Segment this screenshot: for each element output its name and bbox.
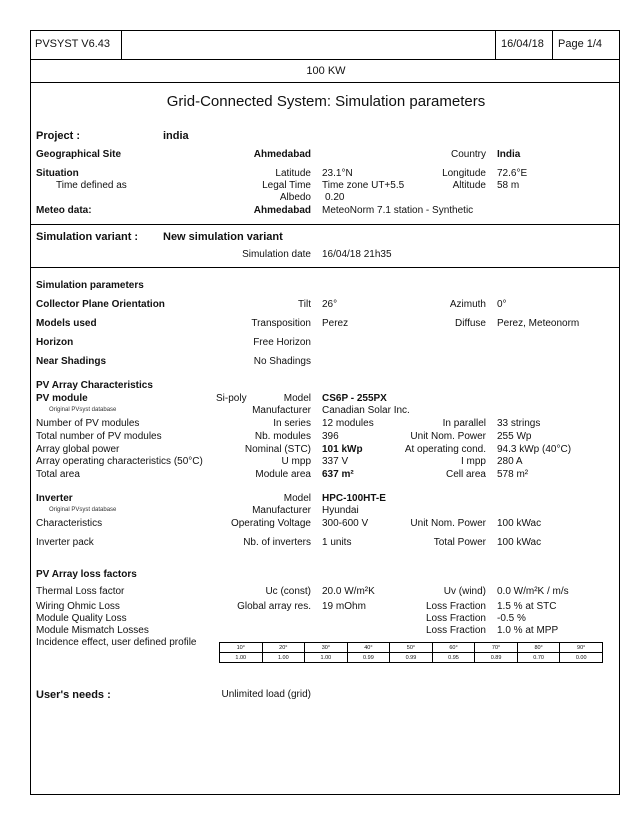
diffuse-label: Diffuse: [455, 318, 486, 329]
num-modules-label: Number of PV modules: [36, 418, 140, 429]
inverter-db-note: Original PVsyst database: [49, 507, 117, 513]
unit-power-value: 255 Wp: [497, 431, 532, 442]
inverter-char-label: Characteristics: [36, 518, 103, 529]
header-divider: [495, 31, 496, 59]
page-frame: [30, 30, 620, 795]
umpp-value: 337 V: [322, 456, 349, 467]
tilt-label: Tilt: [298, 299, 311, 310]
series-label: In series: [273, 418, 311, 429]
situation-label: Situation: [36, 168, 79, 179]
inverter-manufacturer-label: Manufacturer: [252, 505, 311, 516]
needs-label: User's needs :: [36, 689, 111, 701]
incidence-value: 0.95: [432, 653, 475, 663]
impp-label: I mpp: [460, 456, 486, 467]
horizon-label: Horizon: [36, 337, 74, 348]
inverter-label: Inverter: [36, 493, 73, 504]
albedo-label: Albedo: [279, 192, 311, 203]
mismatch-label: Module Mismatch Losses: [36, 625, 149, 636]
incidence-angle: 30°: [305, 643, 348, 653]
incidence-table: [219, 642, 603, 663]
wiring-frac-value: 1.5 % at STC: [497, 601, 557, 612]
inverter-unit-power-label: Unit Nom. Power: [410, 518, 486, 529]
module-area-label: Module area: [255, 469, 311, 480]
voltage-value: 300-600 V: [322, 518, 369, 529]
parallel-label: In parallel: [442, 418, 486, 429]
quality-label: Module Quality Loss: [36, 613, 127, 624]
nb-modules-label: Nb. modules: [254, 431, 311, 442]
azimuth-value: 0°: [497, 299, 507, 310]
incidence-value: 0.70: [517, 653, 560, 663]
inverter-manufacturer-value: Hyundai: [322, 505, 359, 516]
nb-modules-value: 396: [322, 431, 339, 442]
impp-value: 280 A: [497, 456, 523, 467]
country-value: India: [497, 149, 521, 160]
shadings-value: No Shadings: [253, 356, 311, 367]
header-divider: [121, 31, 122, 59]
inverter-pack-label: Inverter pack: [36, 537, 94, 548]
umpp-label: U mpp: [281, 456, 311, 467]
model-label: Model: [283, 393, 311, 404]
nb-inverters-value: 1 units: [322, 537, 352, 548]
shadings-label: Near Shadings: [36, 356, 107, 367]
nominal-label: Nominal (STC): [244, 444, 311, 455]
op-cond-value: 94.3 kWp (40°C): [497, 444, 572, 455]
azimuth-label: Azimuth: [449, 299, 486, 310]
total-modules-label: Total number of PV modules: [36, 431, 162, 442]
uc-label: Uc (const): [265, 586, 311, 597]
legal-time-label: Legal Time: [262, 180, 311, 191]
incidence-angle: 80°: [517, 643, 560, 653]
latitude-value: 23.1°N: [322, 168, 353, 179]
global-res-value: 19 mOhm: [322, 601, 366, 612]
tilt-value: 26°: [322, 299, 338, 310]
needs-value: Unlimited load (grid): [221, 689, 311, 700]
meteo-place: Ahmedabad: [253, 205, 311, 216]
page-title: Grid-Connected System: Simulation parameters: [166, 93, 486, 110]
divider: [31, 224, 619, 225]
mismatch-frac-value: 1.0 % at MPP: [497, 625, 559, 636]
models-label: Models used: [36, 318, 97, 329]
wiring-label: Wiring Ohmic Loss: [36, 601, 120, 612]
losses-heading: PV Array loss factors: [36, 569, 137, 580]
voltage-label: Operating Voltage: [230, 518, 311, 529]
time-label: Time defined as: [56, 180, 127, 191]
module-tech: Si-poly: [216, 393, 247, 404]
altitude-label: Altitude: [452, 180, 486, 191]
quality-frac-label: Loss Fraction: [425, 613, 486, 624]
transposition-label: Transposition: [251, 318, 311, 329]
manufacturer-value: Canadian Solar Inc.: [322, 405, 410, 416]
incidence-angle: 70°: [475, 643, 518, 653]
divider: [31, 82, 619, 83]
longitude-value: 72.6°E: [497, 168, 528, 179]
incidence-angle: 20°: [262, 643, 305, 653]
variant-value: New simulation variant: [163, 231, 283, 243]
incidence-value: 1.00: [220, 653, 263, 663]
manufacturer-label: Manufacturer: [252, 405, 311, 416]
module-db-note: Original PVsyst database: [49, 407, 117, 413]
header-divider: [552, 31, 553, 59]
total-power-label: Total Power: [433, 537, 486, 548]
inverter-model-value: HPC-100HT-E: [322, 493, 386, 504]
collector-label: Collector Plane Orientation: [36, 299, 165, 310]
meteo-label: Meteo data:: [36, 205, 92, 216]
variant-label: Simulation variant :: [36, 231, 139, 243]
thermal-label: Thermal Loss factor: [36, 586, 125, 597]
geo-value: Ahmedabad: [253, 149, 311, 160]
uc-value: 20.0 W/m²K: [322, 586, 375, 597]
incidence-angle: 10°: [220, 643, 263, 653]
incidence-value: 0.00: [560, 653, 603, 663]
page-number: Page 1/4: [558, 38, 603, 50]
software-version: PVSYST V6.43: [35, 38, 111, 50]
uv-value: 0.0 W/m²K / m/s: [497, 586, 569, 597]
nb-inverters-label: Nb. of inverters: [243, 537, 311, 548]
incidence-angle: 40°: [347, 643, 390, 653]
incidence-value: 0.89: [475, 653, 518, 663]
incidence-angles-row: [220, 643, 603, 653]
altitude-value: 58 m: [497, 180, 520, 191]
op-char-label: Array operating characteristics (50°C): [36, 456, 203, 467]
incidence-value: 0.99: [390, 653, 433, 663]
subtitle: 100 KW: [306, 65, 346, 77]
total-area-label: Total area: [36, 469, 80, 480]
total-power-value: 100 kWac: [497, 537, 542, 548]
incidence-value: 1.00: [305, 653, 348, 663]
transposition-value: Perez: [322, 318, 349, 329]
geo-label: Geographical Site: [36, 149, 122, 160]
report-date: 16/04/18: [501, 38, 544, 50]
global-power-label: Array global power: [36, 444, 120, 455]
sim-date-value: 16/04/18 21h35: [322, 249, 392, 260]
model-value: CS6P - 255PX: [322, 393, 387, 404]
albedo-value: 0.20: [325, 192, 345, 203]
parallel-value: 33 strings: [497, 418, 541, 429]
incidence-label: Incidence effect, user defined profile: [36, 637, 197, 648]
legal-time-value: Time zone UT+5.5: [322, 180, 405, 191]
pv-array-heading: PV Array Characteristics: [36, 380, 153, 391]
incidence-angle: 50°: [390, 643, 433, 653]
country-label: Country: [450, 149, 486, 160]
latitude-label: Latitude: [275, 168, 311, 179]
sim-params-heading: Simulation parameters: [36, 280, 144, 291]
nominal-value: 101 kWp: [322, 444, 363, 455]
global-res-label: Global array res.: [237, 601, 311, 612]
incidence-angle: 90°: [560, 643, 603, 653]
sim-date-label: Simulation date: [242, 249, 311, 260]
incidence-value: 1.00: [262, 653, 305, 663]
inverter-unit-power-value: 100 kWac: [497, 518, 542, 529]
incidence-angle: 60°: [432, 643, 475, 653]
project-value: india: [163, 130, 189, 142]
op-cond-label: At operating cond.: [404, 444, 486, 455]
unit-power-label: Unit Nom. Power: [410, 431, 486, 442]
diffuse-value: Perez, Meteonorm: [497, 318, 580, 329]
wiring-frac-label: Loss Fraction: [425, 601, 486, 612]
cell-area-value: 578 m²: [497, 469, 529, 480]
divider: [31, 267, 619, 268]
inverter-model-label: Model: [283, 493, 311, 504]
module-area-value: 637 m²: [322, 469, 354, 480]
divider: [31, 59, 619, 60]
meteo-value: MeteoNorm 7.1 station - Synthetic: [322, 205, 474, 216]
cell-area-label: Cell area: [445, 469, 486, 480]
longitude-label: Longitude: [442, 168, 486, 179]
incidence-value: 0.99: [347, 653, 390, 663]
uv-label: Uv (wind): [443, 586, 486, 597]
pv-module-label: PV module: [36, 393, 88, 404]
series-value: 12 modules: [322, 418, 374, 429]
quality-frac-value: -0.5 %: [497, 613, 526, 624]
project-label: Project :: [36, 130, 81, 142]
incidence-values-row: [220, 653, 603, 663]
horizon-value: Free Horizon: [253, 337, 311, 348]
mismatch-frac-label: Loss Fraction: [425, 625, 486, 636]
